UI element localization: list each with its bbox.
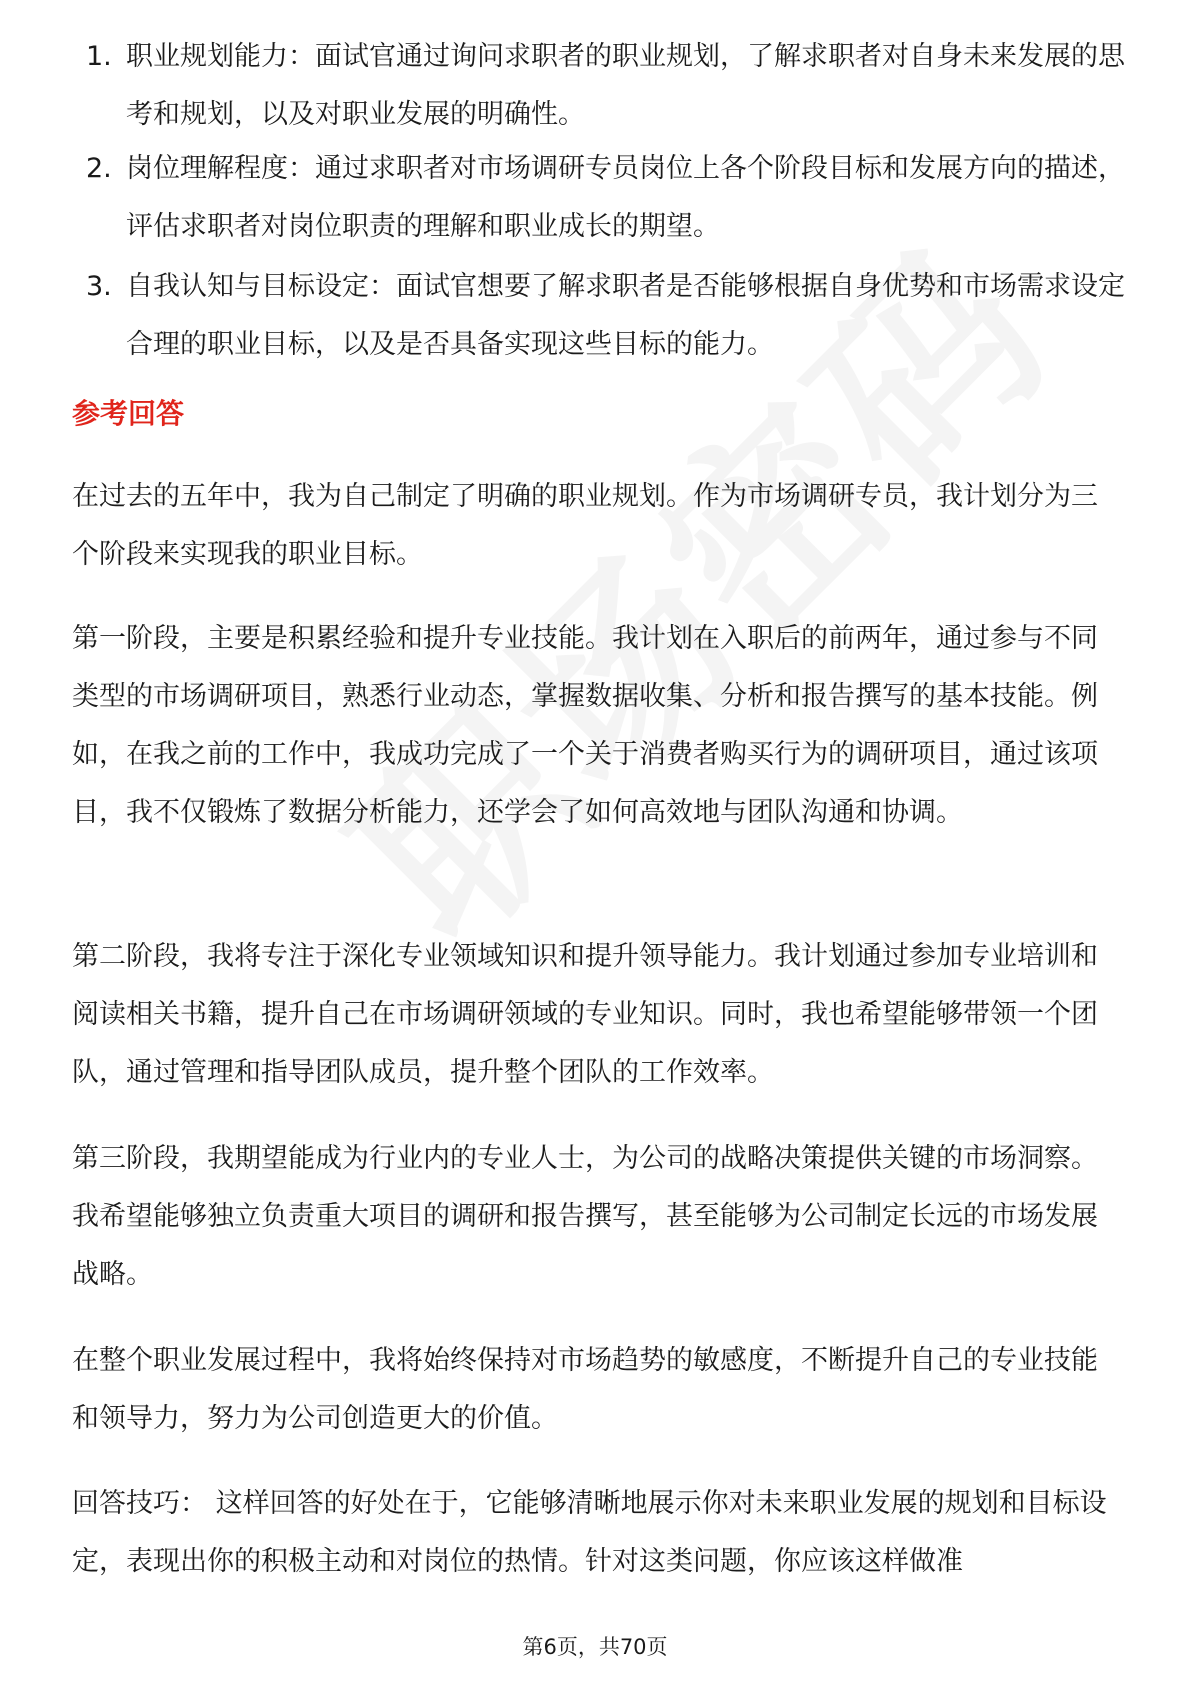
page-number: 第6页，共70页 bbox=[522, 1635, 668, 1659]
list-item bbox=[72, 28, 1125, 144]
tips-paragraph: 回答技巧： 这样回答的好处在于，它能够清晰地展示你对未来职业发展的规划和目标设定，表现出你的积极主动和对岗位的热情。针对这类问题，你应该这样做准 bbox=[72, 1488, 1107, 1577]
list-item-number: 3. bbox=[86, 271, 112, 302]
answer-paragraph: 在整个职业发展过程中，我将始终保持对市场趋势的敏感度，不断提升自己的专业技能和领导力，努力为公司创造更大的价值。 bbox=[72, 1345, 1098, 1434]
list-item-number: 1. bbox=[86, 41, 112, 72]
answer-paragraph: 第一阶段，主要是积累经验和提升专业技能。我计划在入职后的前两年，通过参与不同类型的市场调研项目，熟悉行业动态，掌握数据收集、分析和报告撰写的基本技能。例如，在我之前的工作中，我成功完成了一个关于消费者购买行为的调研项目，通过该项目，我不仅锻炼了数据分析能力，还学会了如何高效地与团队沟通和协调。 bbox=[72, 623, 1098, 828]
section-heading: 参考回答 bbox=[72, 397, 185, 430]
answer-paragraph: 在过去的五年中，我为自己制定了明确的职业规划。作为市场调研专员，我计划分为三个阶段来实现我的职业目标。 bbox=[72, 481, 1098, 570]
list-item-number: 2. bbox=[86, 153, 112, 184]
list-item-text: 自我认知与目标设定：面试官想要了解求职者是否能够根据自身优势和市场需求设定合理的职业目标，以及是否具备实现这些目标的能力。 bbox=[126, 271, 1125, 360]
answer-paragraph: 第二阶段，我将专注于深化专业领域知识和提升领导能力。我计划通过参加专业培训和阅读相关书籍，提升自己在市场调研领域的专业知识。同时，我也希望能够带领一个团队，通过管理和指导团队成员，提升整个团队的工作效率。 bbox=[72, 941, 1098, 1088]
list-item bbox=[72, 258, 1125, 374]
list-item bbox=[72, 140, 1125, 256]
answer-paragraph: 第三阶段，我期望能成为行业内的专业人士，为公司的战略决策提供关键的市场洞察。我希望能够独立负责重大项目的调研和报告撰写，甚至能够为公司制定长远的市场发展战略。 bbox=[72, 1143, 1098, 1290]
list-item-text: 岗位理解程度：通过求职者对市场调研专员岗位上各个阶段目标和发展方向的描述，评估求职者对岗位职责的理解和职业成长的期望。 bbox=[126, 153, 1125, 242]
list-item-text: 职业规划能力：面试官通过询问求职者的职业规划，了解求职者对自身未来发展的思考和规划，以及对职业发展的明确性。 bbox=[126, 41, 1125, 130]
